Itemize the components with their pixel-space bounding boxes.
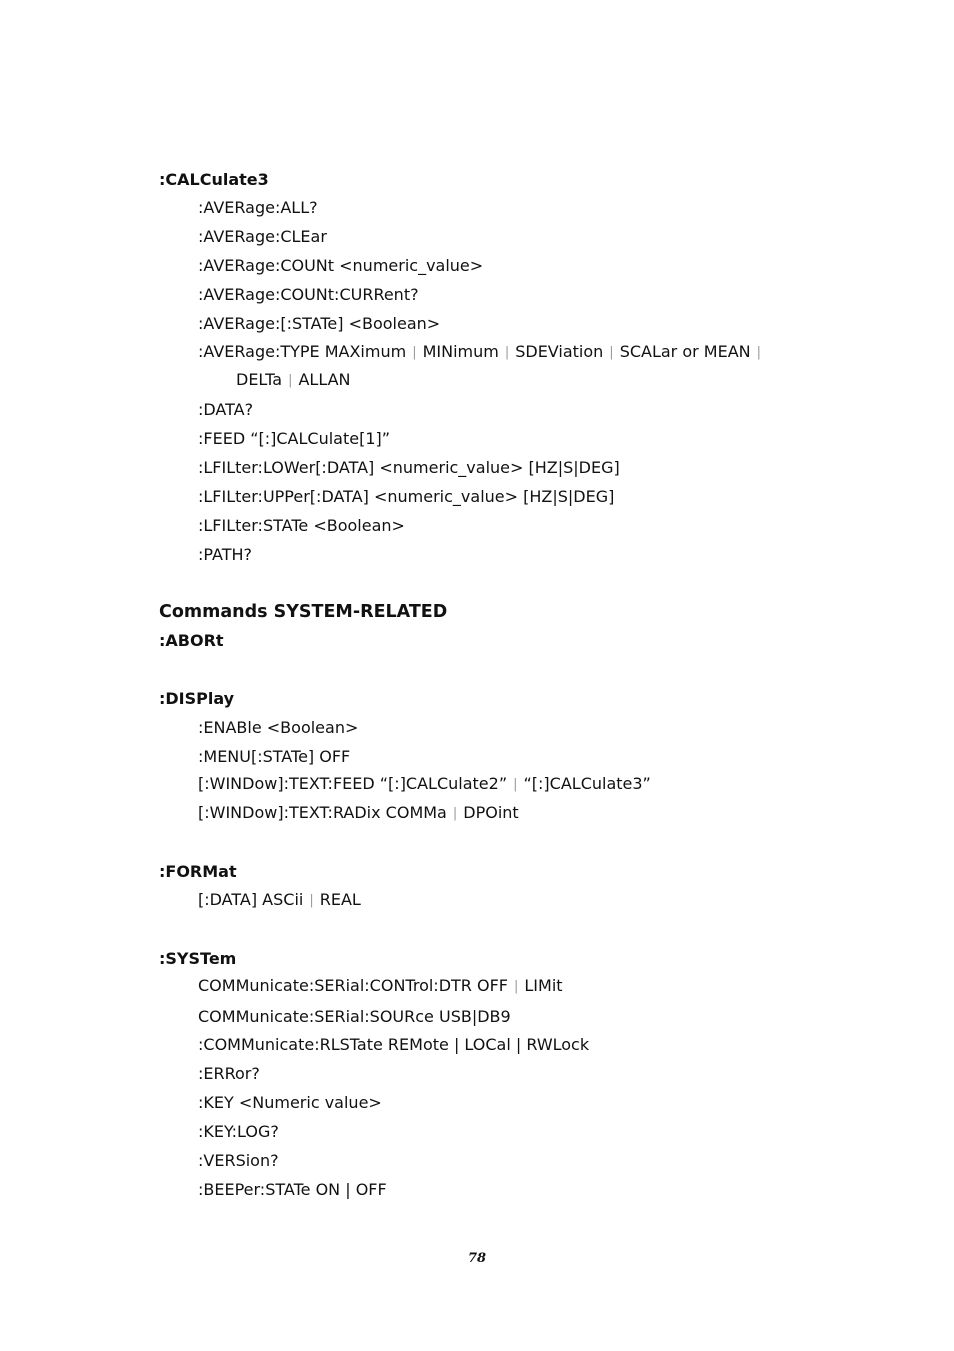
command-option: SCALar or MEAN — [619, 342, 751, 361]
command-line: :DATA? — [198, 400, 254, 419]
command-line: :LFILter:UPPer[:DATA] <numeric_value> [HZ|S|DEG] — [198, 487, 615, 506]
command-line: :AVERage:COUNt <numeric_value> — [198, 256, 484, 275]
command-option: SDEViation — [515, 342, 604, 361]
command-line-text-feed — [198, 774, 651, 796]
command-line: :ENABle <Boolean> — [198, 718, 359, 737]
command-option: REAL — [319, 890, 361, 909]
command-line-average-type — [198, 342, 767, 364]
command-line: :AVERage:ALL? — [198, 198, 318, 217]
command-text: :AVERage:TYPE MAXimum — [198, 342, 407, 361]
command-line-serial-dtr — [198, 976, 563, 998]
command-line: :FEED “[:]CALCulate[1]” — [198, 429, 391, 448]
section-heading-format: :FORMat — [159, 862, 237, 881]
command-line: :VERSion? — [198, 1151, 279, 1170]
option-separator: | — [288, 373, 293, 388]
command-line-format-data — [198, 890, 361, 912]
command-line-continuation — [236, 370, 351, 392]
command-line: :LFILter:STATe <Boolean> — [198, 516, 405, 535]
option-separator: | — [609, 345, 614, 360]
command-line-text-radix — [198, 803, 519, 825]
command-line: COMMunicate:SERial:SOURce USB|DB9 — [198, 1007, 511, 1026]
command-option: “[:]CALCulate3” — [523, 774, 651, 793]
option-separator: | — [756, 345, 762, 360]
section-heading-calculate3: :CALCulate3 — [159, 170, 269, 189]
command-line: :LFILter:LOWer[:DATA] <numeric_value> [HZ|S|DEG] — [198, 458, 620, 477]
command-option: DPOint — [463, 803, 519, 822]
page-number: 78 — [467, 1251, 487, 1266]
section-heading-system: :SYSTem — [159, 949, 237, 968]
option-separator: | — [513, 979, 519, 994]
section-heading-abort: :ABORt — [159, 631, 224, 650]
option-separator: | — [513, 777, 518, 792]
command-option: MINimum — [422, 342, 499, 361]
command-option: LIMit — [524, 976, 563, 995]
command-line: :KEY <Numeric value> — [198, 1093, 382, 1112]
command-line: :BEEPer:STATe ON | OFF — [198, 1180, 387, 1199]
command-line: :PATH? — [198, 545, 253, 564]
command-option: DELTa — [236, 370, 283, 389]
option-separator: | — [504, 345, 510, 360]
command-text: COMMunicate:SERial:CONTrol:DTR OFF — [198, 976, 508, 995]
command-line: :KEY:LOG? — [198, 1122, 279, 1141]
command-option: ALLAN — [298, 370, 351, 389]
command-line: :AVERage:[:STATe] <Boolean> — [198, 314, 441, 333]
section-title-system-related: Commands SYSTEM-RELATED — [159, 602, 448, 622]
command-line: :AVERage:COUNt:CURRent? — [198, 285, 419, 304]
command-text: [:DATA] ASCii — [198, 890, 304, 909]
option-separator: | — [412, 345, 417, 360]
command-line: :COMMunicate:RLSTate REMote | LOCal | RWLock — [198, 1035, 590, 1054]
command-line: :ERRor? — [198, 1064, 260, 1083]
option-separator: | — [452, 806, 458, 821]
option-separator: | — [309, 893, 314, 908]
section-heading-display: :DISPlay — [159, 689, 235, 708]
command-text: [:WINDow]:TEXT:RADix COMMa — [198, 803, 447, 822]
command-line: :AVERage:CLEar — [198, 227, 327, 246]
command-line: :MENU[:STATe] OFF — [198, 747, 351, 766]
command-text: [:WINDow]:TEXT:FEED “[:]CALCulate2” — [198, 774, 508, 793]
